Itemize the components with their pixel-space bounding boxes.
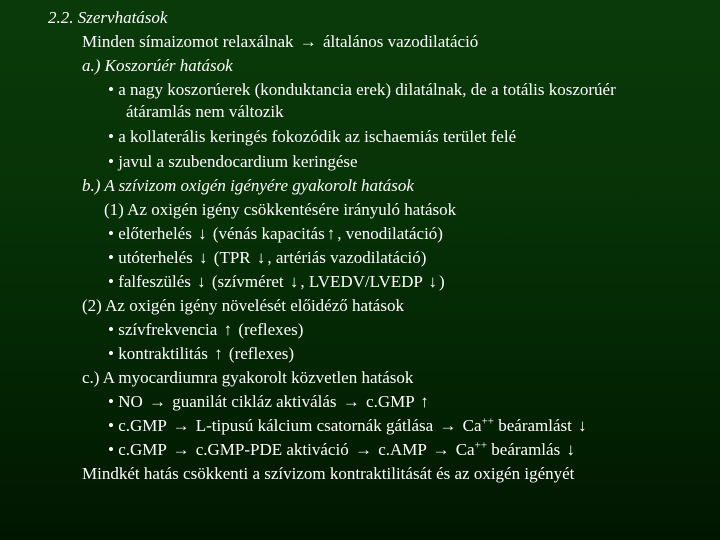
afterload-detail: (TPR [213, 248, 251, 267]
section-a-item-2: • a kollaterális keringés fokozódik az ischaemiás terület felé [108, 127, 517, 146]
wallstress-detail: (szívméret [211, 272, 284, 291]
up-arrow-icon: ↑ [326, 224, 336, 243]
c3-camp: c.AMP [378, 440, 427, 459]
section-b-item-afterload [108, 248, 426, 268]
right-arrow-icon: → [342, 392, 360, 411]
section-b-item-heartrate [108, 320, 303, 340]
afterload-label: • utóterhelés [108, 248, 193, 267]
contractility-label: • kontraktilitás [108, 344, 208, 363]
section-a-item-1-cont: átáramlás nem változik [126, 102, 284, 121]
section-c-title: c.) A myocardiumra gyakorolt közvetlen hatások [82, 368, 414, 387]
c1-end: c.GMP [366, 392, 415, 411]
down-arrow-icon: ↓ [256, 248, 266, 267]
section-b-item-contractility [108, 344, 294, 364]
wallstress-label: • falfeszülés [108, 272, 191, 291]
up-arrow-icon: ↑ [214, 344, 223, 363]
down-arrow-icon: ↓ [578, 416, 587, 435]
right-arrow-icon: → [172, 416, 190, 435]
conclusion: Mindkét hatás csökkenti a szívizom kontraktilitását és az oxigén igényét [82, 464, 575, 483]
right-arrow-icon: → [439, 416, 457, 435]
c3-start: • c.GMP [108, 440, 167, 459]
section-c-item-1 [108, 392, 431, 412]
c2-ion: Ca [462, 416, 482, 435]
down-arrow-icon: ↓ [199, 248, 208, 267]
section-a-item-1: • a nagy koszorúerek (konduktancia erek) dilatálnak, de a totális koszorúér [108, 80, 616, 99]
right-arrow-icon: → [172, 440, 190, 459]
c2-end: beáramlást [498, 416, 572, 435]
c2-mid: L-tipusú kálcium csatornák gátlása [195, 416, 434, 435]
wallstress-detail-end: ) [439, 272, 445, 291]
intro-text: Minden símaizomot relaxálnak [82, 32, 294, 51]
down-arrow-icon: ↓ [198, 224, 207, 243]
up-arrow-icon: ↑ [420, 392, 429, 411]
right-arrow-icon: → [432, 440, 450, 459]
slide-heading: 2.2. Szervhatások [48, 8, 168, 27]
section-c-item-2 [108, 416, 589, 436]
down-arrow-icon: ↓ [566, 440, 575, 459]
down-arrow-icon: ↓ [197, 272, 206, 291]
heartrate-label: • szívfrekvencia [108, 320, 218, 339]
c3-ion-charge: ++ [474, 439, 488, 452]
section-a-item-3: • javul a szubendocardium keringése [108, 152, 358, 171]
section-b-title: b.) A szívizom oxigén igényére gyakorolt hatások [82, 176, 414, 195]
c2-start: • c.GMP [108, 416, 167, 435]
preload-detail: (vénás kapacitás [212, 224, 325, 243]
section-c-item-3 [108, 440, 577, 460]
right-arrow-icon: → [354, 440, 372, 459]
contractility-detail: (reflexes) [228, 344, 295, 363]
section-b-item-wallstress [108, 272, 445, 292]
intro-result: általános vazodilatáció [323, 32, 479, 51]
down-arrow-icon: ↓ [289, 272, 299, 291]
c1-mid: guanilát cikláz aktiválás [172, 392, 337, 411]
c2-ion-charge: ++ [481, 415, 494, 428]
c3-mid: c.GMP-PDE aktiváció [195, 440, 349, 459]
preload-detail-end: , venodilatáció) [337, 224, 443, 243]
section-b-sub-1: (1) Az oxigén igény csökkentésére irányuló hatások [104, 200, 457, 219]
right-arrow-icon: → [149, 392, 167, 411]
down-arrow-icon: ↓ [428, 272, 437, 291]
section-b-item-preload [108, 224, 443, 244]
c1-start: • NO [108, 392, 143, 411]
c3-end: beáramlás [491, 440, 561, 459]
afterload-detail-end: , artériás vazodilatáció) [267, 248, 427, 267]
heartrate-detail: (reflexes) [238, 320, 304, 339]
preload-label: • előterhelés [108, 224, 192, 243]
wallstress-detail-mid: , LVEDV/LVEDP [300, 272, 423, 291]
right-arrow-icon: → [299, 32, 317, 51]
section-a-title: a.) Koszorúér hatások [82, 56, 233, 75]
intro-line [82, 32, 478, 52]
up-arrow-icon: ↑ [223, 320, 233, 339]
c3-ion: Ca [455, 440, 475, 459]
section-b-sub-2: (2) Az oxigén igény növelését előidéző hatások [82, 296, 404, 315]
